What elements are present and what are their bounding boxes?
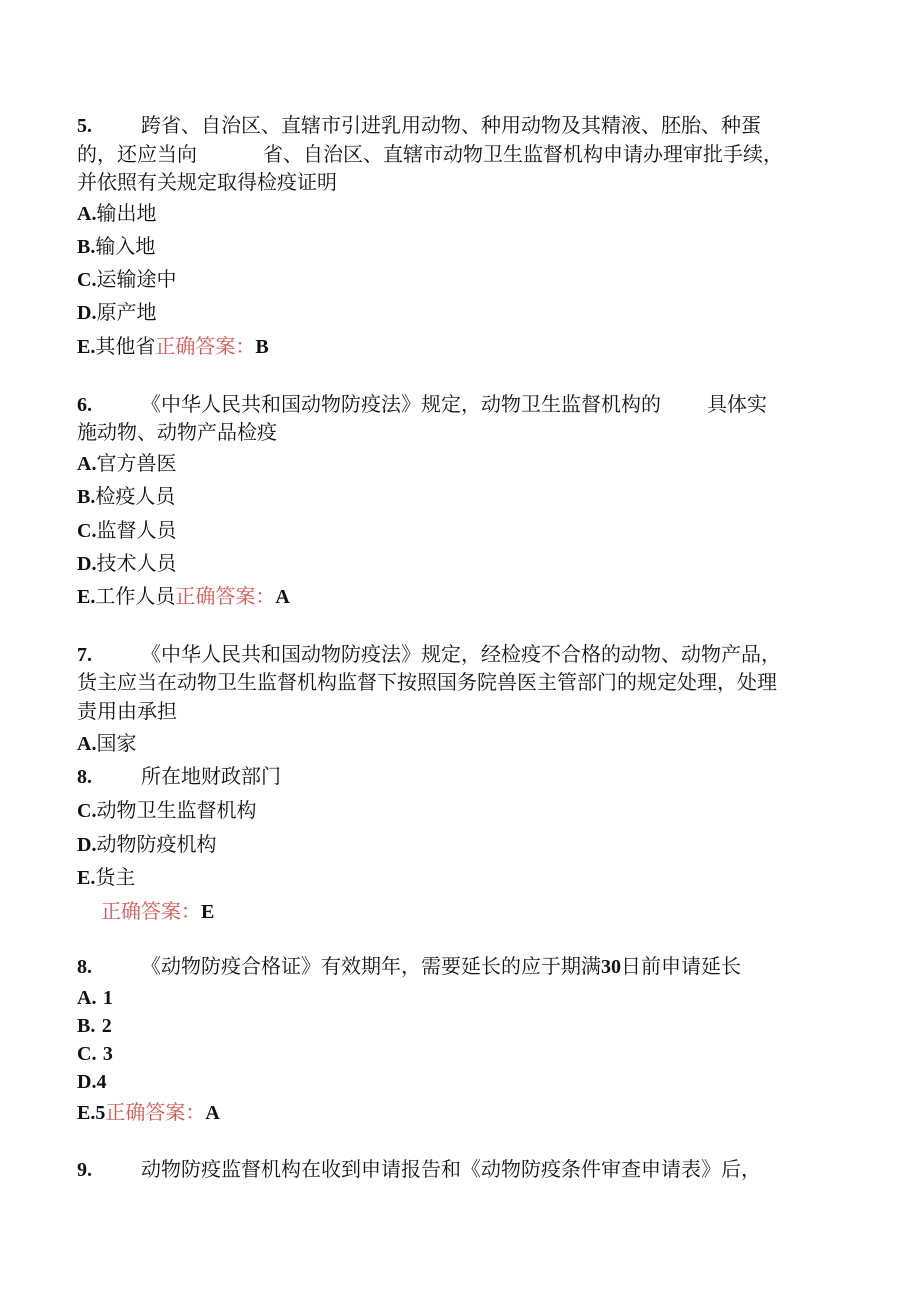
question-9-stem-line-1: 9. 动物防疫监督机构在收到申请报告和《动物防疫条件审查申请表》后， (77, 1157, 761, 1181)
question-8-stem-line-1: 8. 《动物防疫合格证》有效期年，需要延长的应于期满30日前申请延长 (77, 954, 741, 978)
answer-value: E (201, 901, 215, 923)
answer-value: A (205, 1102, 220, 1124)
question-5-stem-line-1: 5. 跨省、自治区、直辖市引进乳用动物、种用动物及其精液、胚胎、种蛋 (77, 111, 761, 140)
option-b: B. 2 (77, 1015, 112, 1037)
answer-label: 正确答案： (105, 1100, 206, 1124)
option-a: A.官方兽医 (77, 451, 177, 475)
question-5-stem-line-2: 的，还应当向 省、自治区、直辖市动物卫生监督机构申请办理审批手续， (77, 142, 783, 166)
option-c: C.运输途中 (77, 267, 177, 291)
option-d: D.技术人员 (77, 551, 177, 575)
option-b: 8. 所在地财政部门 (77, 764, 281, 788)
answer-label: 正确答案： (175, 584, 276, 608)
question-7-stem-line-2: 货主应当在动物卫生监督机构监督下按照国务院兽医主管部门的规定处理，处理 (77, 670, 777, 694)
question-7-stem-line-3: 责用由承担 (77, 699, 177, 723)
option-d: D.4 (77, 1071, 107, 1093)
answer-line (101, 897, 214, 926)
question-6-stem-line-1: 6. 《中华人民共和国动物防疫法》规定，动物卫生监督机构的 具体实 (77, 392, 767, 416)
option-a: A.输出地 (77, 201, 157, 225)
option-c: C.动物卫生监督机构 (77, 798, 257, 822)
option-b: B.检疫人员 (77, 484, 176, 508)
answer-label: 正确答案： (155, 334, 256, 358)
option-e-with-answer: E.其他省正确答案：B (77, 334, 269, 358)
option-c: C.监督人员 (77, 518, 177, 542)
option-d: D.动物防疫机构 (77, 832, 217, 856)
option-d: D.原产地 (77, 300, 157, 324)
question-6-stem-line-2: 施动物、动物产品检疫 (77, 420, 277, 444)
option-b: B.输入地 (77, 234, 156, 258)
question-7-stem-line-1: 7. 《中华人民共和国动物防疫法》规定，经检疫不合格的动物、动物产品， (77, 642, 781, 666)
answer-value: A (275, 586, 290, 608)
answer-value: B (255, 336, 269, 358)
option-e-with-answer: E.5正确答案：A (77, 1100, 220, 1124)
option-e: E.货主 (77, 865, 136, 889)
answer-label: 正确答案： (101, 899, 201, 923)
option-a: A.国家 (77, 731, 137, 755)
question-5-stem-line-3: 并依照有关规定取得检疫证明 (77, 170, 337, 194)
option-e-with-answer: E.工作人员正确答案：A (77, 584, 290, 608)
option-a: A. 1 (77, 987, 113, 1009)
question-number: 5. (77, 115, 92, 137)
option-c: C. 3 (77, 1043, 113, 1065)
